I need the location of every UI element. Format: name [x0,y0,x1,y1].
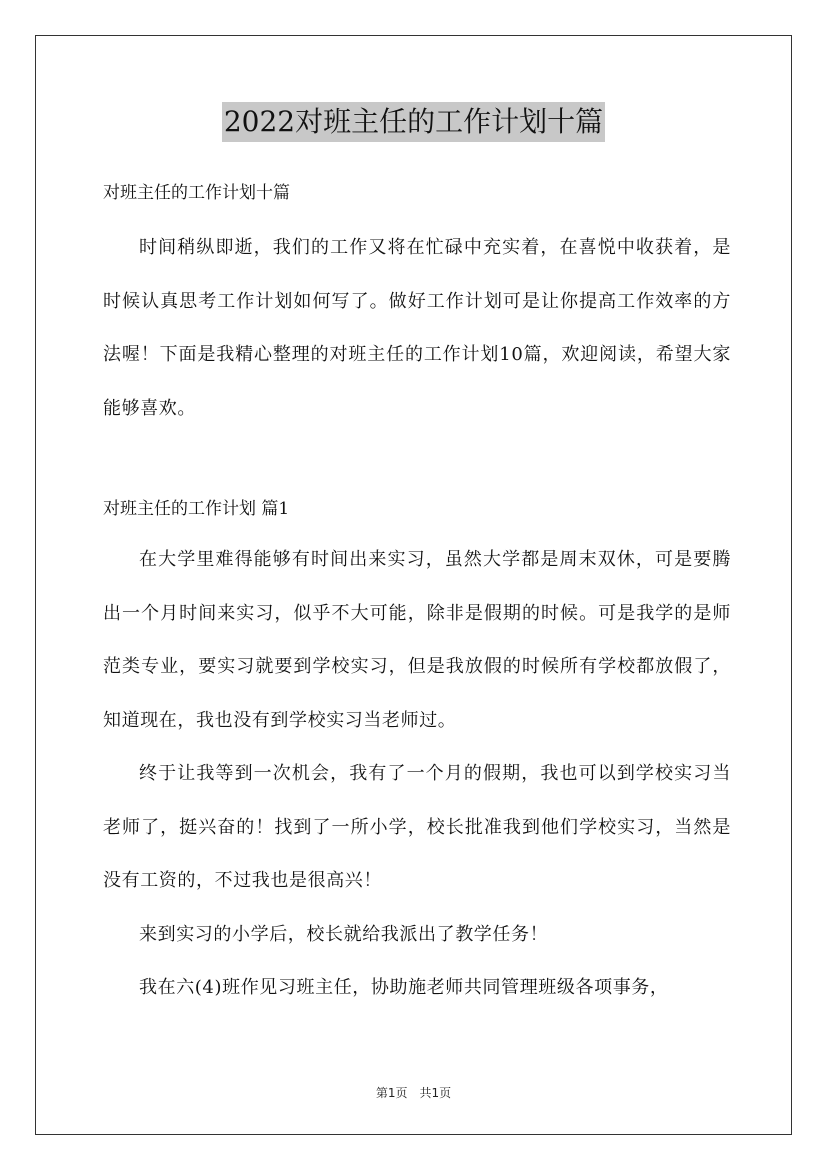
intro-paragraph: 时间稍纵即逝，我们的工作又将在忙碌中充实着，在喜悦中收获着，是时候认真思考工作计划如何写了。做好工作计划可是让你提高工作效率的方法喔！下面是我精心整理的对班主任的工作计划10篇，欢迎阅读，希望大家能够喜欢。 [103,237,731,419]
page-number: 第1页 [375,1086,408,1100]
title-container [0,102,827,142]
document-body [103,175,731,1015]
page-total: 共1页 [419,1086,452,1100]
document-title: 2022对班主任的工作计划十篇 [222,102,605,142]
section-paragraph: 来到实习的小学后，校长就给我派出了教学任务！ [139,923,549,945]
section-heading: 对班主任的工作计划 篇1 [103,499,290,519]
section-paragraph: 在大学里难得能够有时间出来实习，虽然大学都是周末双休，可是要腾出一个月时间来实习，似乎不大可能，除非是假期的时候。可是我学的是师范类专业，要实习就要到学校实习，但是我放假的时候所有学校都放假了，知道现在，我也没有到学校实习当老师过。 [103,549,731,731]
document-subtitle: 对班主任的工作计划十篇 [103,183,290,203]
section-paragraph: 我在六(4)班作见习班主任，协助施老师共同管理班级各项事务， [139,977,669,998]
section-paragraph: 终于让我等到一次机会，我有了一个月的假期，我也可以到学校实习当老师了，挺兴奋的！找到了一所小学，校长批准我到他们学校实习，当然是没有工资的，不过我也是很高兴！ [103,763,731,891]
page-footer [0,1084,827,1101]
